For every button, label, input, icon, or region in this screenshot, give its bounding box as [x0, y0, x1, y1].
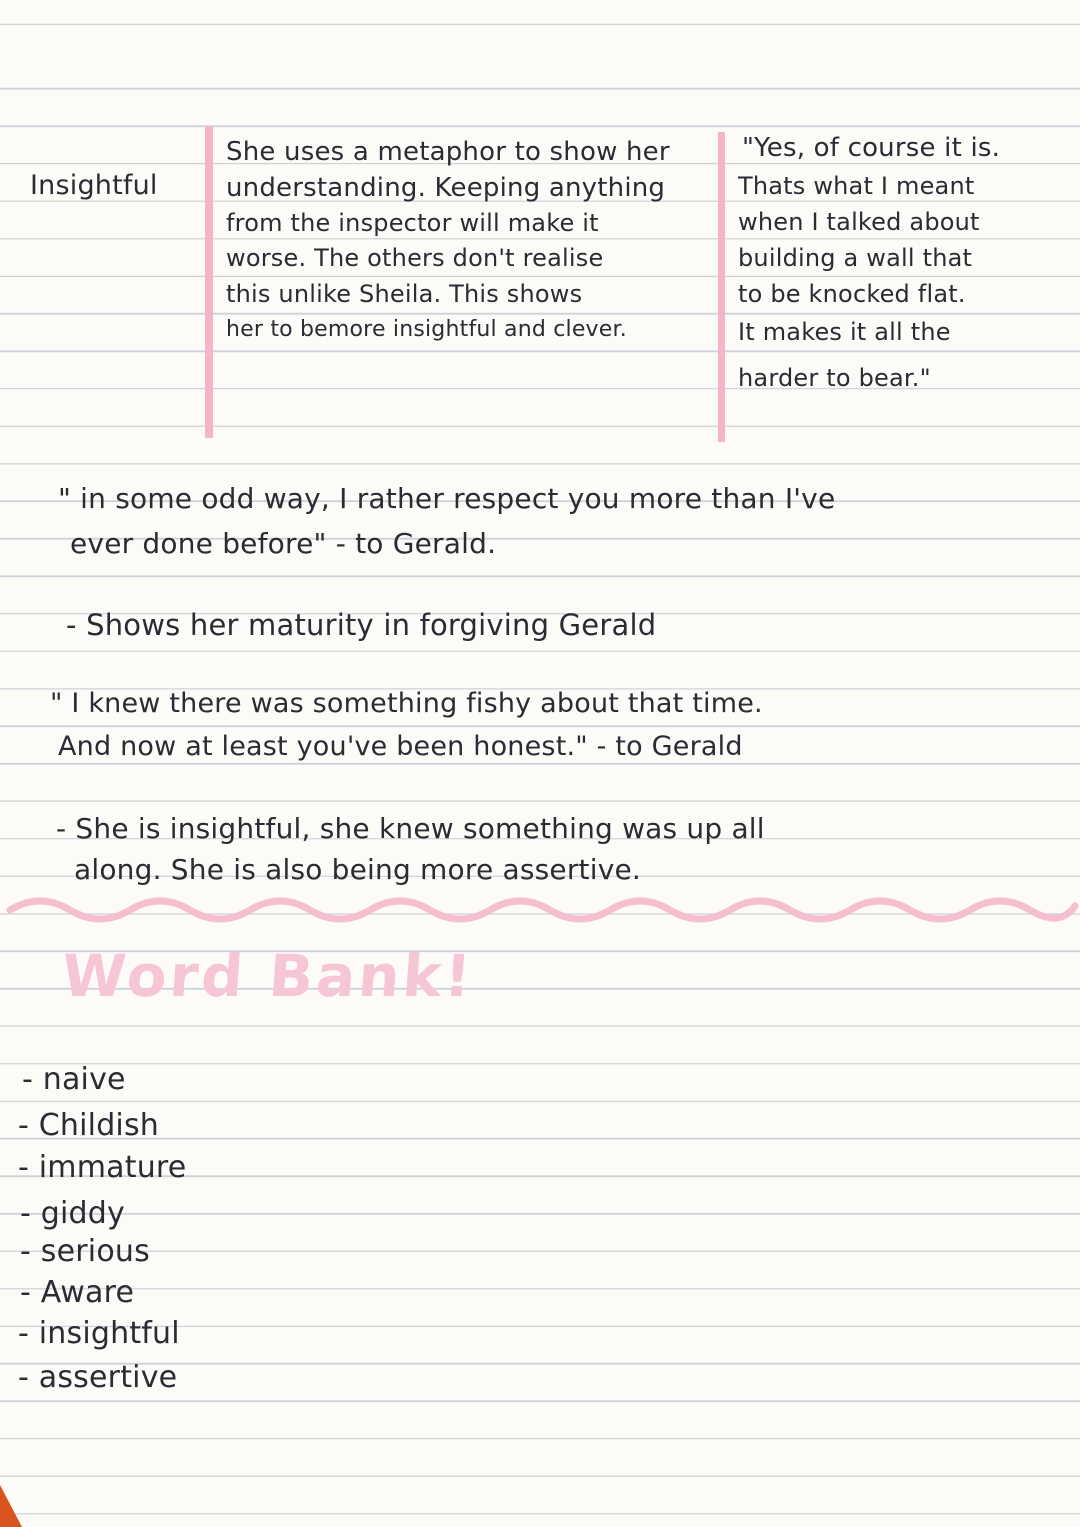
quote-text: And now at least you've been honest." - to Gerald: [58, 731, 743, 762]
analysis-line: from the inspector will make it: [226, 209, 599, 237]
quote-text: " I knew there was something fishy about that time.: [50, 688, 763, 719]
list-item: - insightful: [18, 1316, 180, 1351]
table-left-divider: [205, 126, 213, 438]
analysis-line: understanding. Keeping anything: [226, 173, 666, 203]
quote-line: Thats what I meant: [738, 172, 975, 200]
quote-line: to be knocked flat.: [738, 280, 966, 308]
quote-line: "Yes, of course it is.: [742, 133, 1001, 163]
quote-line: It makes it all the: [738, 318, 951, 346]
note-point: along. She is also being more assertive.: [74, 853, 642, 886]
note-point: - She is insightful, she knew something was up all: [56, 812, 765, 845]
note-point: - Shows her maturity in forgiving Gerald: [66, 608, 657, 642]
analysis-line: worse. The others don't realise: [226, 244, 604, 272]
quote-line: harder to bear.": [738, 364, 931, 392]
analysis-line: She uses a metaphor to show her: [226, 137, 670, 167]
quote-line: building a wall that: [738, 244, 973, 272]
pink-wave-divider: [0, 890, 1080, 930]
table-right-divider: [718, 132, 725, 442]
quote-text: ever done before" - to Gerald.: [70, 527, 497, 560]
list-item: - Aware: [20, 1275, 135, 1310]
quote-line: when I talked about: [738, 208, 980, 236]
list-item: - giddy: [20, 1196, 125, 1231]
list-item: - naive: [22, 1062, 126, 1097]
table-label: Insightful: [30, 170, 158, 201]
quote-text: " in some odd way, I rather respect you more than I've: [58, 482, 836, 515]
word-bank-title: Word Bank!: [59, 942, 477, 1010]
list-item: - immature: [18, 1150, 187, 1185]
list-item: - Childish: [18, 1108, 160, 1143]
list-item: - serious: [20, 1234, 150, 1269]
analysis-line: this unlike Sheila. This shows: [226, 280, 583, 308]
list-item: - assertive: [18, 1360, 178, 1395]
page-corner-mark: [0, 1485, 22, 1527]
analysis-line: her to bemore insightful and clever.: [226, 317, 627, 342]
